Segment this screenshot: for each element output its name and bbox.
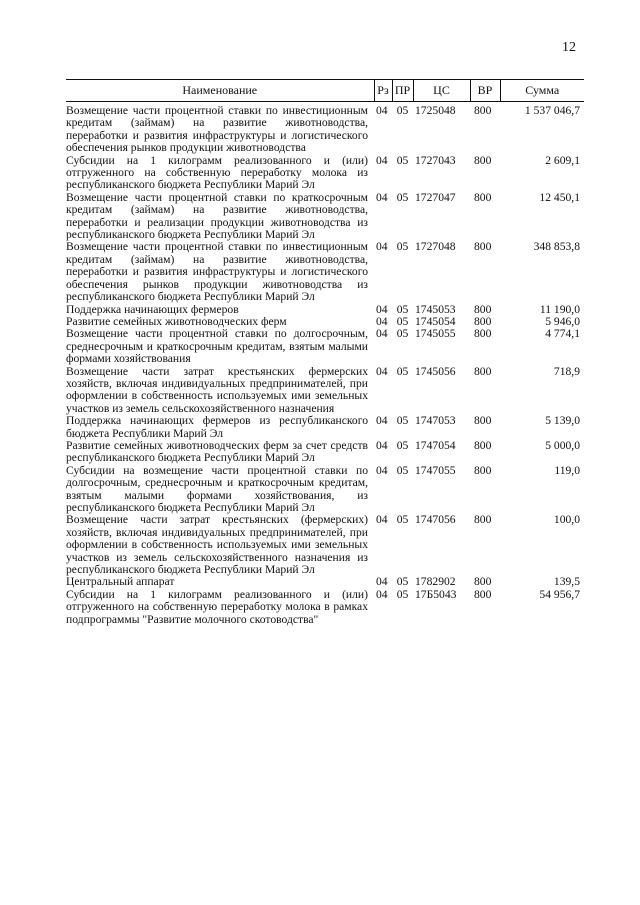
cell-vr: 800 [474, 463, 492, 477]
cell-pr: 05 [396, 314, 409, 328]
table-row [66, 102, 584, 155]
cell-sum: 1 537 046,7 [524, 104, 580, 117]
table-row [66, 415, 584, 440]
cell-cs: 1727048 [415, 240, 456, 254]
cell-pr: 05 [396, 104, 409, 117]
cell-cs: 1782902 [415, 575, 456, 589]
cell-name: Возмещение части затрат крестьянских (фермерских) хозяйств, включая индивидуальных предпринимателей, при оформлении в собственность используемых ими земельных участков из земель сельскохозяйственного назначения из республиканского бюджета Республики Марий Эл [66, 513, 368, 577]
cell-sum: 100,0 [553, 513, 580, 527]
cell-name: Субсидии на возмещение части процентной ставки по долгосрочным, среднесрочным и краткосрочным кредитам, взятым малыми формами хозяйствования, из республиканского бюджета Республики Марий Эл [66, 463, 368, 514]
cell-rz: 04 [376, 463, 388, 477]
cell-pr: 05 [396, 302, 409, 316]
table-row [66, 514, 584, 576]
table-header [66, 80, 584, 102]
cell-vr: 800 [474, 414, 492, 428]
cell-name: Возмещение части процентной ставки по инвестиционным кредитам (займам) на развитие животноводства, переработки и развития инфраструктуры и логистического обеспечения рынков продукции животноводства из республиканского бюджета Республики Марий Эл [66, 240, 368, 304]
cell-vr: 800 [474, 104, 492, 117]
cell-sum: 54 956,7 [539, 587, 580, 601]
cell-name: Субсидии на 1 килограмм реализованного и (или) отгруженного на собственную переработку молока из республиканского бюджета Республики Марий Эл [66, 153, 368, 192]
cell-pr: 05 [396, 575, 409, 589]
header-cs: ЦС [413, 80, 470, 102]
cell-name: Развитие семейных животноводческих ферм за счет средств республиканского бюджета Республики Марий Эл [66, 438, 368, 465]
cell-pr: 05 [396, 438, 409, 452]
cell-pr: 05 [396, 327, 409, 341]
cell-vr: 800 [474, 587, 492, 601]
cell-pr: 05 [396, 414, 409, 428]
cell-vr: 800 [474, 240, 492, 254]
cell-rz: 04 [376, 513, 388, 527]
cell-rz: 04 [376, 302, 388, 316]
cell-sum: 139,5 [553, 575, 580, 589]
cell-name: Возмещение части процентной ставки по краткосрочным кредитам (займам) на развитие животноводства, переработки и реализации продукции животноводства из республиканского бюджета Республики Марий Эл [66, 190, 368, 242]
header-sum: Сумма [500, 80, 584, 102]
table-body [66, 102, 584, 627]
cell-sum: 119,0 [554, 463, 580, 477]
page-number: 12 [562, 40, 576, 55]
cell-sum: 348 853,8 [533, 240, 580, 254]
cell-vr: 800 [474, 575, 492, 589]
header-pr: ПР [392, 80, 413, 102]
cell-pr: 05 [396, 153, 409, 167]
table-row [66, 440, 584, 465]
cell-pr: 05 [396, 364, 409, 378]
header-name: Наименование [66, 80, 374, 102]
cell-vr: 800 [474, 153, 492, 167]
cell-vr: 800 [474, 302, 492, 316]
cell-rz: 04 [376, 190, 388, 204]
cell-pr: 05 [396, 240, 409, 254]
cell-pr: 05 [396, 190, 409, 204]
cell-cs: 17Б5043 [415, 587, 457, 601]
cell-pr: 05 [396, 587, 409, 601]
cell-name: Развитие семейных животноводческих ферм [66, 314, 287, 328]
cell-rz: 04 [376, 575, 388, 589]
cell-cs: 1745056 [415, 364, 456, 378]
cell-name: Поддержка начинающих фермеров [66, 302, 239, 316]
cell-name: Центральный аппарат [66, 575, 175, 589]
cell-cs: 1745053 [415, 302, 456, 316]
cell-name: Возмещение части затрат крестьянских фермерских хозяйств, включая индивидуальных предпринимателей, при оформлении в собственность используемых ими земельных участков из земель сельскохозяйственного назначения [66, 364, 368, 415]
cell-vr: 800 [474, 438, 492, 452]
cell-cs: 1727047 [415, 190, 456, 204]
table-row [66, 155, 584, 192]
cell-rz: 04 [376, 414, 388, 428]
cell-vr: 800 [474, 314, 492, 328]
table-row [66, 576, 584, 588]
cell-vr: 800 [474, 513, 492, 527]
cell-sum: 5 000,0 [545, 438, 580, 452]
table-row [66, 366, 584, 416]
cell-name: Возмещение части процентной ставки по инвестиционным кредитам (займам) на развитие животноводства, переработки и развития инфраструктуры и логистического обеспечения рынков продукции животноводства [66, 104, 368, 155]
cell-cs: 1725048 [415, 104, 456, 117]
table-row [66, 328, 584, 365]
cell-cs: 1745054 [415, 314, 456, 328]
cell-sum: 11 190,0 [539, 302, 580, 316]
cell-rz: 04 [376, 438, 388, 452]
cell-sum: 12 450,1 [539, 190, 580, 204]
table-row [66, 192, 584, 242]
budget-table [66, 79, 584, 626]
cell-rz: 04 [376, 240, 388, 254]
cell-rz: 04 [376, 104, 388, 117]
cell-rz: 04 [376, 327, 388, 341]
cell-sum: 5 139,0 [545, 414, 580, 428]
cell-vr: 800 [474, 364, 492, 378]
cell-sum: 2 609,1 [545, 153, 580, 167]
cell-cs: 1747053 [415, 414, 456, 428]
header-rz: Рз [374, 80, 392, 102]
cell-rz: 04 [376, 314, 388, 328]
cell-cs: 1727043 [415, 153, 456, 167]
header-vr: ВР [470, 80, 500, 102]
cell-rz: 04 [376, 364, 388, 378]
cell-name: Возмещение части процентной ставки по долгосрочным, среднесрочным и краткосрочным кредитам, взятым малыми формами хозяйствования [66, 327, 368, 366]
cell-vr: 800 [474, 190, 492, 204]
table-row [66, 465, 584, 515]
cell-vr: 800 [474, 327, 492, 341]
cell-cs: 1745055 [415, 327, 456, 341]
cell-sum: 718,9 [553, 364, 580, 378]
cell-name: Субсидии на 1 килограмм реализованного и (или) отгруженного на собственную переработку молока в рамках подпрограммы "Развитие молочного скотоводства" [66, 587, 368, 626]
table-row [66, 241, 584, 303]
cell-sum: 4 774,1 [545, 327, 580, 341]
cell-cs: 1747056 [415, 513, 456, 527]
cell-sum: 5 946,0 [545, 314, 580, 328]
table-row [66, 589, 584, 626]
cell-cs: 1747054 [415, 438, 456, 452]
cell-pr: 05 [396, 463, 409, 477]
cell-name: Поддержка начинающих фермеров из республиканского бюджета Республики Марий Эл [66, 414, 368, 440]
cell-rz: 04 [376, 587, 388, 601]
cell-rz: 04 [376, 153, 388, 167]
cell-pr: 05 [396, 513, 409, 527]
cell-cs: 1747055 [415, 463, 456, 477]
